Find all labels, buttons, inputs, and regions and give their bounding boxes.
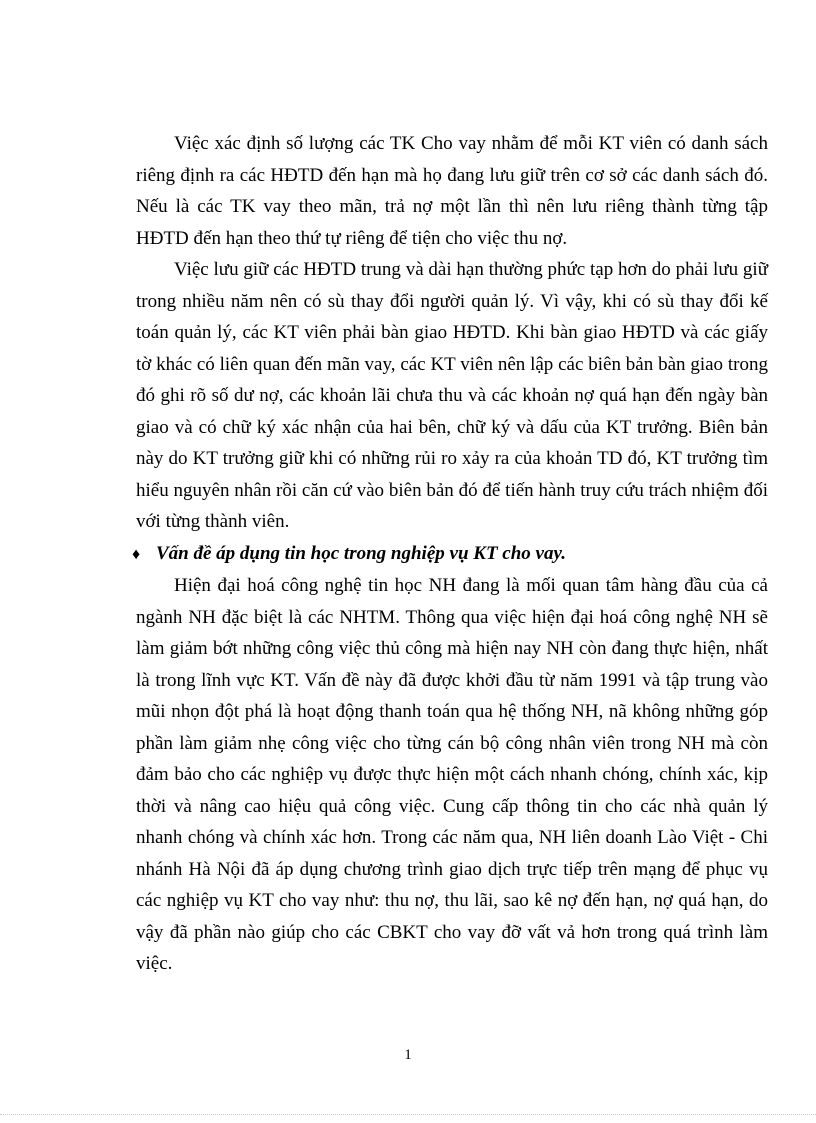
section-heading (132, 538, 768, 571)
document-body (132, 128, 768, 980)
paragraph-3: Hiện đại hoá công nghệ tin học NH đang là mối quan tâm hàng đầu của cả ngành NH đặc biệt là các NHTM. Thông qua việc hiện đại hoá công nghệ NH sẽ làm giảm bớt những công việc thủ công mà hiện nay NH còn đang thực hiện, nhất là trong lĩnh vực KT. Vấn đề này đã được khởi đầu từ năm 1991 và tập trung vào mũi nhọn đột phá là hoạt động thanh toán qua hệ thống NH, nã không những góp phần làm giảm nhẹ công việc cho từng cán bộ công nhân viên trong NH mà còn đảm bảo cho các nghiệp vụ được thực hiện một cách nhanh chóng, chính xác, kịp thời và nâng cao hiệu quả công việc. Cung cấp thông tin cho các nhà quản lý nhanh chóng và chính xác hơn. Trong các năm qua, NH liên doanh Lào Việt - Chi nhánh Hà Nội đã áp dụng chương trình giao dịch trực tiếp trên mạng để phục vụ các nghiệp vụ KT cho vay như: thu nợ, thu lãi, sao kê nợ đến hạn, nợ quá hạn, do vậy đã phần nào giúp cho các CBKT cho vay đỡ vất vả hơn trong quá trình làm việc. (136, 575, 768, 974)
paragraph-2: Việc lưu giữ các HĐTD trung và dài hạn thường phức tạp hơn do phải lưu giữ trong nhiều năm nên có sù thay đổi người quản lý. Vì vậy, khi có sù thay đổi kế toán quản lý, các KT viên phải bàn giao HĐTD. Khi bàn giao HĐTD và các giấy tờ khác có liên quan đến mãn vay, các KT viên nên lập các biên bản bàn giao trong đó ghi rõ số dư nợ, các khoản lãi chưa thu và các khoản nợ quá hạn đến ngày bàn giao và có chữ ký xác nhận của hai bên, chữ ký và dấu của KT trưởng. Biên bản này do KT trưởng giữ khi có những rủi ro xảy ra của khoản TD đó, KT trưởng tìm hiểu nguyên nhân rồi căn cứ vào biên bản đó để tiến hành truy cứu trách nhiệm đối với từng thành viên. (136, 259, 768, 532)
page-bottom-divider (0, 1114, 816, 1115)
paragraph-1: Việc xác định số lượng các TK Cho vay nhằm để mỗi KT viên có danh sách riêng định ra các HĐTD đến hạn mà họ đang lưu giữ trên cơ sở các danh sách đó. Nếu là các TK vay theo mãn, trả nợ một lần thì nên lưu riêng thành từng tập HĐTD đến hạn theo thứ tự riêng để tiện cho việc thu nợ. (136, 133, 768, 249)
section-heading-text: Vấn đề áp dụng tin học trong nghiệp vụ KT cho vay. (156, 542, 566, 564)
page-number: 1 (404, 1047, 412, 1063)
diamond-bullet-icon: ♦ (132, 545, 141, 563)
